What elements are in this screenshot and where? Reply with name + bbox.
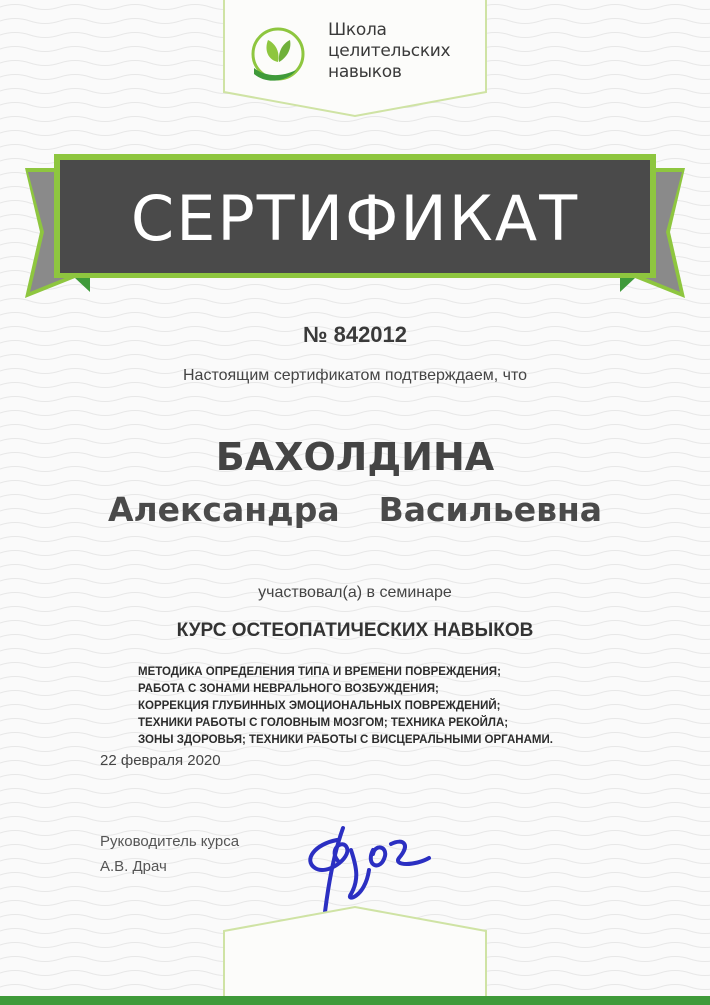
leader-role: Руководитель курса xyxy=(100,833,240,850)
issue-date: 22 февраля 2020 xyxy=(100,752,221,769)
bottom-tab xyxy=(222,905,488,1005)
topic-item: МЕТОДИКА ОПРЕДЕЛЕНИЯ ТИПА И ВРЕМЕНИ ПОВРЕЖДЕНИЯ; xyxy=(138,666,501,678)
recipient-surname: БАХОЛДИНА xyxy=(215,435,495,479)
intro-text: Настоящим сертификатом подтверждаем, что xyxy=(182,367,527,384)
logo-line-3: навыков xyxy=(328,62,402,82)
topic-item: КОРРЕКЦИЯ ГЛУБИННЫХ ЭМОЦИОНАЛЬНЫХ ПОВРЕЖДЕНИЙ; xyxy=(138,700,501,712)
leader-name: А.В. Драч xyxy=(100,858,167,875)
course-title: КУРС ОСТЕОПАТИЧЕСКИХ НАВЫКОВ xyxy=(176,620,534,641)
recipient-given-names xyxy=(0,490,710,529)
logo-line-1: Школа xyxy=(328,20,387,40)
bottom-green-bar xyxy=(0,996,710,1005)
topic-item: ТЕХНИКИ РАБОТЫ С ГОЛОВНЫМ МОЗГОМ; ТЕХНИКА РЕКОЙЛА; xyxy=(138,717,509,729)
topic-item: РАБОТА С ЗОНАМИ НЕВРАЛЬНОГО ВОЗБУЖДЕНИЯ; xyxy=(138,683,439,695)
certificate-title: СЕРТИФИКАТ xyxy=(130,182,580,255)
topic-item: ЗОНЫ ЗДОРОВЬЯ; ТЕХНИКИ РАБОТЫ С ВИСЦЕРАЛЬНЫМИ ОРГАНАМИ. xyxy=(138,734,553,746)
logo-line-2: целительских xyxy=(328,41,451,61)
participated-text: участвовал(а) в семинаре xyxy=(258,584,452,601)
certificate-number: № 842012 xyxy=(302,322,408,347)
school-logo-text xyxy=(328,20,450,83)
handwritten-signature xyxy=(295,810,435,920)
topics-list xyxy=(138,664,618,749)
given-names-text: Александра Васильевна xyxy=(107,490,603,529)
course-leader xyxy=(100,829,239,879)
leaf-hand-logo-icon xyxy=(246,24,310,88)
